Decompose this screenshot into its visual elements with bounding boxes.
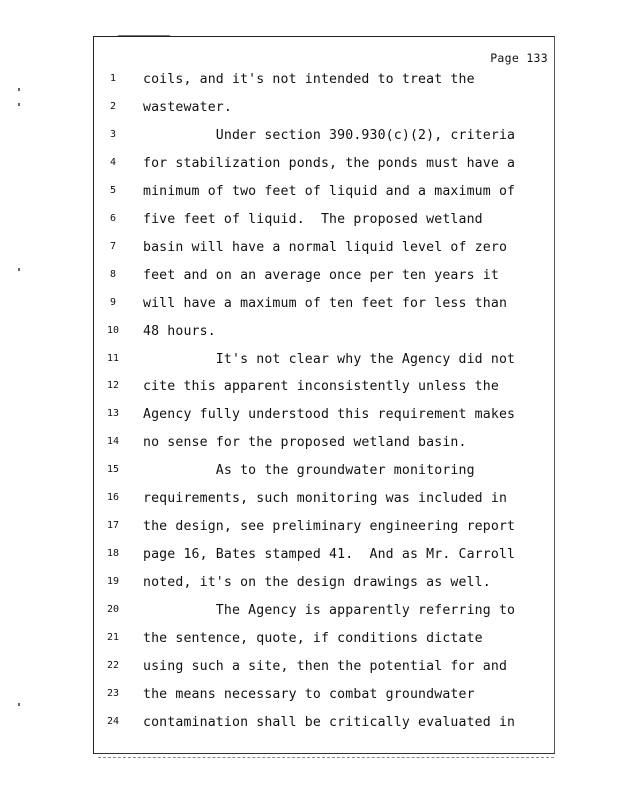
transcript-line: [0, 73, 618, 93]
transcript-line: [0, 213, 618, 233]
line-number: 2: [109, 100, 117, 112]
line-number: 19: [106, 576, 120, 588]
line-text: coils, and it's not intended to treat the: [143, 72, 475, 87]
line-number: 22: [106, 659, 120, 671]
line-text: noted, it's on the design drawings as well.: [143, 575, 491, 591]
scan-artifact: [98, 757, 554, 760]
transcript-line: [0, 464, 618, 484]
transcript-line: [0, 353, 618, 373]
transcript-line: [0, 297, 618, 317]
line-text: wastewater.: [143, 99, 232, 115]
line-number: 5: [109, 184, 117, 196]
line-number: 1: [109, 73, 117, 84]
transcript-line: [0, 157, 618, 177]
line-text: contamination shall be critically evaluated in: [143, 714, 516, 730]
line-text: Agency fully understood this requirement makes: [143, 407, 516, 423]
line-number: 21: [106, 632, 120, 643]
transcript-line: [0, 380, 618, 400]
line-text: the sentence, quote, if conditions dictate: [143, 631, 483, 646]
line-number: 3: [109, 128, 117, 140]
transcript-line: [0, 660, 618, 680]
line-text: Under section 390.930(c)(2), criteria: [143, 127, 516, 143]
transcript-line: [0, 408, 618, 428]
line-text: for stabilization ponds, the ponds must have a: [143, 155, 516, 171]
line-number: 10: [106, 324, 120, 336]
line-number: 8: [109, 268, 117, 280]
transcript-line: [0, 548, 618, 568]
line-number: 11: [106, 352, 120, 364]
transcript-line: [0, 269, 618, 289]
line-number: 4: [109, 156, 117, 168]
line-text: cite this apparent inconsistently unless the: [143, 379, 499, 395]
line-number: 9: [109, 296, 117, 308]
line-number: 20: [106, 604, 120, 616]
transcript-line: [0, 520, 618, 540]
line-text: will have a maximum of ten feet for less than: [143, 295, 508, 311]
line-number: 24: [106, 715, 120, 727]
line-text: minimum of two feet of liquid and a maximum of: [143, 183, 516, 199]
line-number: 6: [109, 212, 117, 224]
line-number: 12: [106, 380, 120, 392]
transcript-line: [0, 492, 618, 512]
line-number: 17: [106, 520, 120, 532]
line-number: 15: [106, 464, 120, 476]
scan-artifact: [118, 35, 170, 36]
line-text: requirements, such monitoring was included in: [143, 491, 508, 507]
line-number: 16: [106, 492, 120, 504]
transcript-line: [0, 716, 618, 736]
line-number: 14: [106, 436, 120, 448]
transcript-line: [0, 129, 618, 149]
line-text: It's not clear why the Agency did not: [143, 351, 516, 367]
transcript-line: [0, 185, 618, 205]
transcript-line: [0, 604, 618, 624]
line-text: the design, see preliminary engineering report: [143, 519, 516, 535]
line-number: 23: [106, 687, 120, 699]
line-text: page 16, Bates stamped 41. And as Mr. Carroll: [143, 547, 516, 563]
line-number: 13: [106, 408, 120, 420]
line-text: five feet of liquid. The proposed wetland: [143, 211, 483, 227]
page-number: Page 133: [490, 51, 548, 65]
transcript-line: [0, 436, 618, 456]
transcript-line: [0, 241, 618, 261]
line-text: no sense for the proposed wetland basin.: [143, 435, 467, 451]
transcript-line: [0, 325, 618, 345]
line-text: using such a site, then the potential for and: [143, 658, 508, 674]
transcript-line: [0, 101, 618, 121]
line-text: feet and on an average once per ten years it: [143, 267, 499, 283]
line-text: 48 hours.: [143, 323, 216, 339]
transcript-line: [0, 576, 618, 596]
line-number: 18: [106, 548, 120, 560]
transcript-line: [0, 688, 618, 708]
line-text: The Agency is apparently referring to: [143, 603, 516, 619]
line-text: As to the groundwater monitoring: [143, 463, 475, 479]
line-text: the means necessary to combat groundwater: [143, 686, 475, 702]
line-number: 7: [109, 240, 117, 252]
transcript-line: [0, 632, 618, 652]
line-text: basin will have a normal liquid level of zero: [143, 239, 508, 255]
